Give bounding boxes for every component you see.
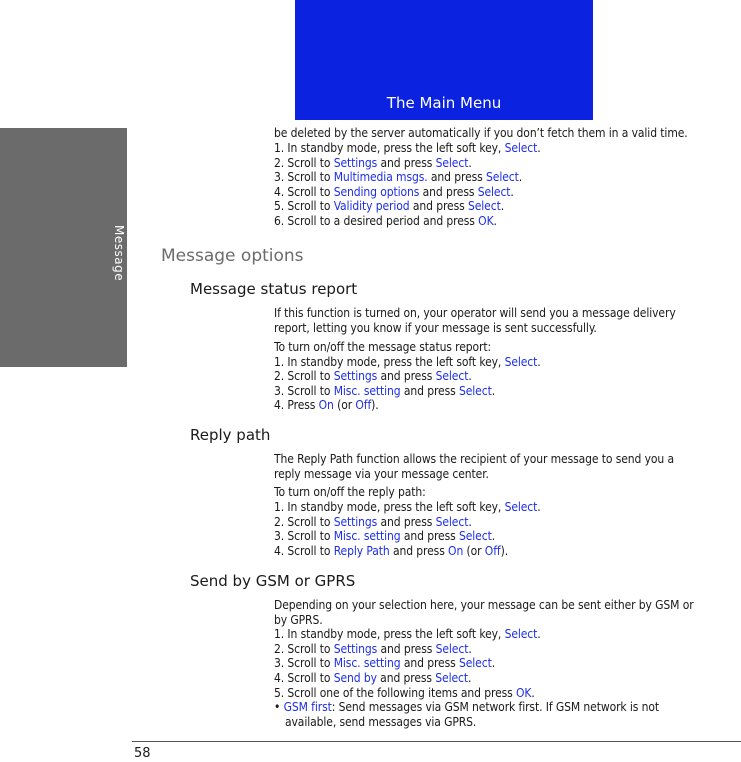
menu-option-select: Select [477,184,511,199]
reply-path-step-1: 1. In standby mode, press the left soft key, Select. [274,500,541,514]
gsm-gprs-step-2: 2. Scroll to Settings and press Select. [274,641,472,656]
reply-path-lead: To turn on/off the reply path: [274,485,426,500]
reply-path-desc-2: reply message via your message center. [274,466,489,481]
status-report-step-1: 1. In standby mode, press the left soft key, Select. [274,354,541,369]
subsection-title-gsm-gprs: Send by GSM or GPRS [190,572,356,590]
status-report-lead: To turn on/off the message status report: [274,340,492,354]
status-report-step-3: 3. Scroll to Misc. setting and press Select. [274,383,496,398]
intro-step-1: 1. In standby mode, press the left soft key, Select. [274,141,541,155]
menu-option-select: Select [435,155,469,170]
gsm-gprs-desc-1: Depending on your selection here, your message can be sent either by GSM or [274,598,694,612]
menu-option-select: Select [504,141,538,155]
gsm-gprs-step-3: 3. Scroll to Misc. setting and press Select. [274,656,496,671]
gsm-gprs-desc-2: by GPRS. [274,612,323,627]
menu-option-validity: Validity period [333,199,410,214]
intro-step-2: 2. Scroll to Settings and press Select. [274,155,472,170]
gsm-gprs-bullet-1: • GSM first: Send messages via GSM network first. If GSM network is not [274,700,660,715]
gsm-gprs-bullet-1-cont: available, send messages via GPRS. [285,714,477,729]
page-number: 58 [134,746,151,761]
status-report-step-4: 4. Press On (or Off). [274,398,379,413]
intro-step-6: 6. Scroll to a desired period and press OK. [274,214,497,228]
intro-line: be deleted by the server automatically if you don’t fetch them in a valid time. [274,126,688,140]
subsection-title-status-report: Message status report [190,280,358,298]
status-report-desc-2: report, letting you know if your message is sent successfully. [274,320,597,335]
intro-step-3: 3. Scroll to Multimedia msgs. and press Select. [274,170,523,185]
intro-step-5: 5. Scroll to Validity period and press Select. [274,199,505,214]
sidebar-label: Message [112,224,126,282]
menu-option-settings: Settings [333,155,378,170]
gsm-gprs-step-4: 4. Scroll to Send by and press Select. [274,671,472,685]
section-title: Message options [161,246,304,266]
reply-path-step-4: 4. Scroll to Reply Path and press On (or Off). [274,543,509,558]
reply-path-step-3: 3. Scroll to Misc. setting and press Select. [274,529,496,544]
menu-option-select: Select [467,199,501,214]
subsection-title-reply-path: Reply path [190,426,271,444]
status-report-step-2: 2. Scroll to Settings and press Select. [274,369,472,384]
gsm-gprs-step-1: 1. In standby mode, press the left soft key, Select. [274,627,541,642]
reply-path-desc-1: The Reply Path function allows the recipient of your message to send you a [274,452,675,466]
menu-option-sending: Sending options [333,184,420,199]
status-report-desc-1: If this function is turned on, your operator will send you a message delivery [274,306,676,320]
footer-divider [132,741,741,742]
intro-step-4: 4. Scroll to Sending options and press Select. [274,184,514,199]
menu-option-select: Select [486,170,519,185]
gsm-gprs-step-5: 5. Scroll one of the following items and press OK. [274,685,535,700]
menu-option-ok: OK [478,214,494,228]
menu-option-multimedia: Multimedia msgs. [333,170,428,185]
header-title: The Main Menu [386,94,502,112]
header-banner [295,0,593,120]
reply-path-step-2: 2. Scroll to Settings and press Select. [274,514,472,529]
